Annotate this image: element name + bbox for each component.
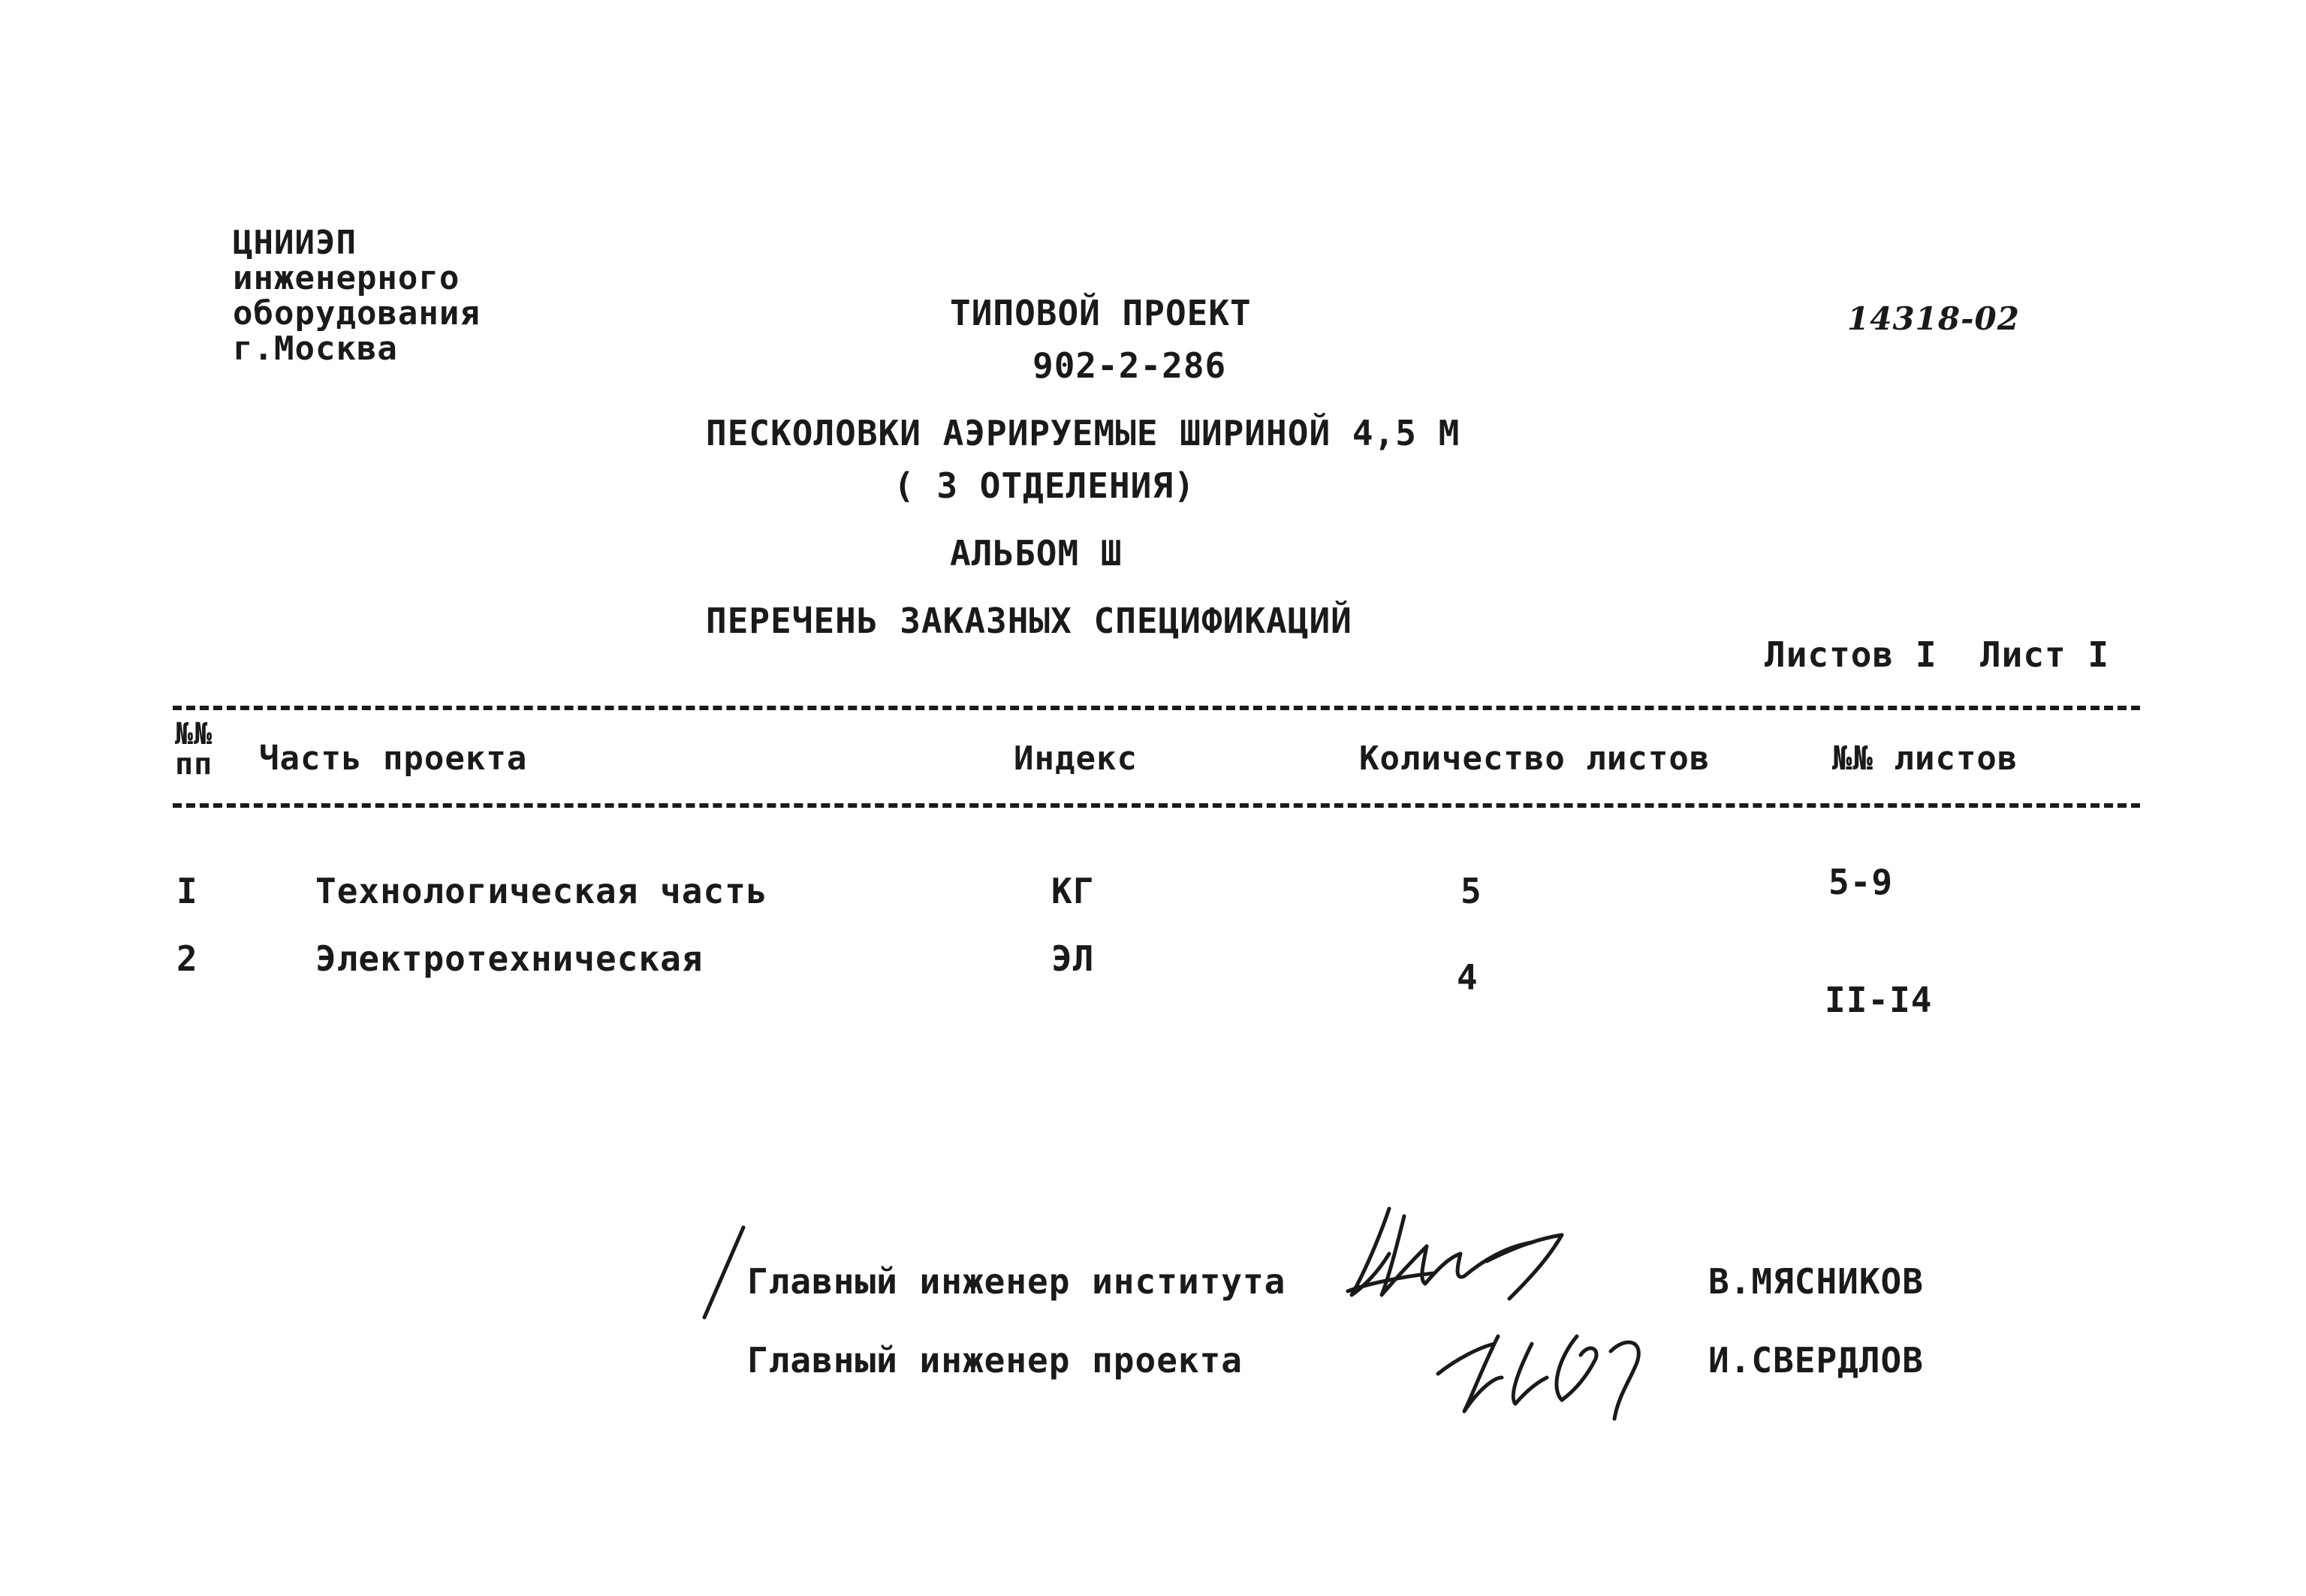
org-line-3: оборудования [233, 294, 481, 333]
sheets-info: Листов I Лист I [1765, 634, 2110, 675]
row-2-sheets: II-I4 [1825, 980, 1933, 1020]
header-count: Количество листов [1359, 739, 1711, 778]
list-title: ПЕРЕЧЕНЬ ЗАКАЗНЫХ СПЕЦИФИКАЦИЙ [706, 601, 1352, 641]
document-number: 14318-02 [1847, 300, 2020, 337]
project-type: ТИПОВОЙ ПРОЕКТ [950, 293, 1252, 333]
signature-mark-1 [1337, 1201, 1622, 1314]
album-label: АЛЬБОМ Ш [950, 533, 1123, 574]
row-1-part: Технологическая часть [315, 871, 768, 911]
header-num: №№ пп [175, 717, 213, 781]
document-title: ПЕСКОЛОВКИ АЭРИРУЕМЫЕ ШИРИНОЙ 4,5 М [706, 413, 1460, 453]
row-2-count: 4 [1457, 957, 1479, 998]
signature-mark-2 [1427, 1306, 1682, 1426]
row-1-num: I [176, 871, 198, 911]
header-sheets: №№ листов [1832, 739, 2018, 778]
table-header-rule [173, 803, 2140, 808]
table-top-rule [173, 706, 2140, 710]
row-2-part: Электротехническая [315, 938, 704, 979]
signature-name-1: В.МЯСНИКОВ [1708, 1261, 1924, 1302]
project-number: 902-2-286 [1032, 345, 1227, 386]
org-line-2: инженерного [233, 259, 460, 297]
row-1-index: КГ [1051, 871, 1095, 911]
header-index: Индекс [1014, 739, 1138, 778]
document-subtitle: ( 3 ОТДЕЛЕНИЯ) [894, 465, 1195, 506]
row-1-sheets: 5-9 [1828, 862, 1894, 902]
organization-block [233, 225, 481, 366]
header-part: Часть проекта [259, 739, 528, 778]
row-1-count: 5 [1460, 871, 1482, 911]
signature-role-1: Главный инженер института [747, 1261, 1286, 1302]
signature-name-2: И.СВЕРДЛОВ [1708, 1340, 1924, 1381]
signature-role-2: Главный инженер проекта [747, 1340, 1243, 1381]
org-line-4: г.Москва [233, 330, 398, 368]
org-line-1: ЦНИИЭП [233, 224, 357, 262]
row-2-num: 2 [176, 938, 198, 979]
row-2-index: ЭЛ [1051, 938, 1095, 979]
